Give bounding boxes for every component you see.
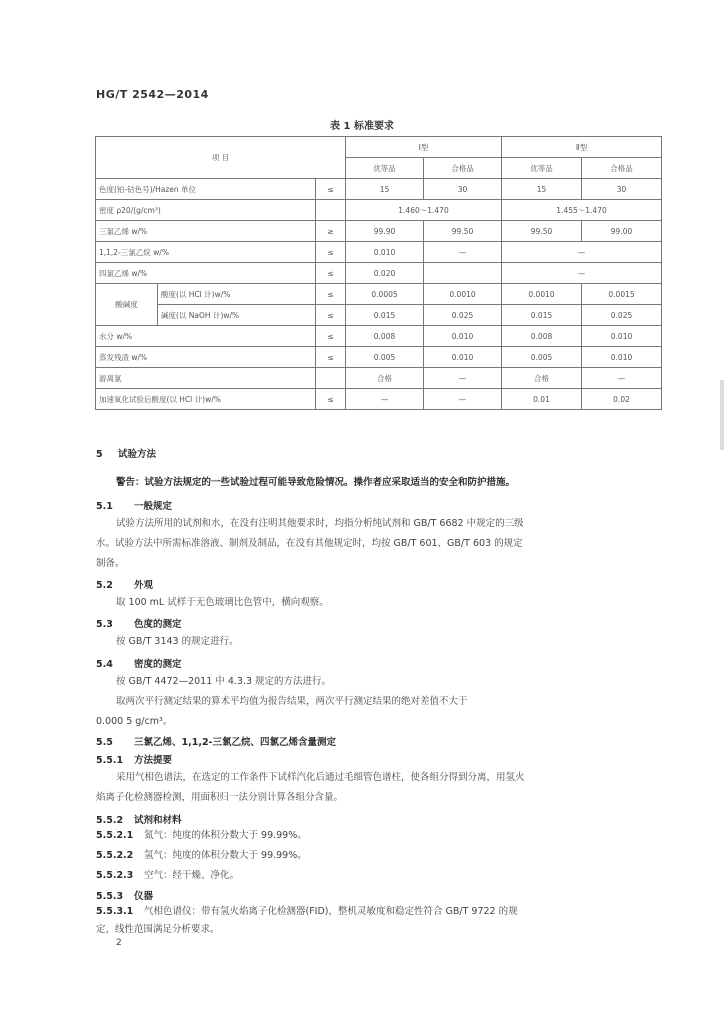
- subsection-title: 外观: [134, 580, 154, 591]
- cell-value: 0.008: [346, 326, 424, 347]
- column-header-type-i: Ⅰ型: [346, 137, 502, 158]
- warning-text: 警告：试验方法规定的一些试验过程可能导致危险情况。操作者应采取适当的安全和防护措施。: [116, 477, 516, 488]
- column-header-premium: 优等品: [346, 158, 424, 179]
- subsection-number: 5.1: [96, 501, 113, 512]
- subsection-heading: [96, 812, 182, 826]
- subsection-number: 5.3: [96, 619, 113, 630]
- row-item: 三氯乙烯 w/%: [96, 221, 316, 242]
- row-symbol: [316, 368, 346, 389]
- row-item: 加速氧化试验后酸度(以 HCl 计)w/%: [96, 389, 316, 410]
- section-number: 5: [96, 449, 103, 460]
- cell-value: 0.0015: [582, 284, 662, 305]
- table-row: [96, 179, 662, 200]
- row-item: 色度(铂-钴色号)/Hazen 单位: [96, 179, 316, 200]
- cell-value: 99.00: [582, 221, 662, 242]
- table-row: [96, 242, 662, 263]
- cell-value-merged: 1.455～1.470: [502, 200, 662, 221]
- cell-value: 0.020: [346, 263, 424, 284]
- cell-value: 0.025: [424, 305, 502, 326]
- row-item: 游离氯: [96, 368, 316, 389]
- column-header-item: 项 目: [96, 137, 346, 179]
- cell-value: 0.010: [424, 347, 502, 368]
- cell-value: 0.015: [502, 305, 582, 326]
- section-title: 试验方法: [118, 449, 157, 460]
- table-caption: 表 1 标准要求: [330, 121, 394, 132]
- standard-code-header: HG/T 2542—2014: [96, 88, 209, 101]
- subsection-heading: [96, 734, 336, 748]
- table-row: [96, 200, 662, 221]
- subsection-number: 5.5: [96, 737, 113, 748]
- cell-value-merged: 1.460～1.470: [346, 200, 502, 221]
- subsection-number: 5.5.3: [96, 891, 124, 902]
- list-item: [96, 826, 307, 846]
- cell-value: 0.0010: [424, 284, 502, 305]
- cell-value: 99.50: [424, 221, 502, 242]
- table-row: [96, 368, 662, 389]
- item-text: 氮气：纯度的体积分数大于 99.99%。: [144, 830, 307, 841]
- table-row: [96, 305, 662, 326]
- row-item: 密度 ρ20/(g/cm³): [96, 200, 316, 221]
- row-symbol: ≤: [316, 347, 346, 368]
- paragraph-line: 按 GB/T 3143 的规定进行。: [116, 636, 239, 647]
- table-row: [96, 221, 662, 242]
- cell-value: 99.50: [502, 221, 582, 242]
- table-header-row: [96, 137, 662, 158]
- row-symbol: ≤: [316, 389, 346, 410]
- row-item: 碱度(以 NaOH 计)w/%: [158, 305, 316, 326]
- table-row: [96, 347, 662, 368]
- cell-value: 30: [582, 179, 662, 200]
- column-header-qualified: 合格品: [424, 158, 502, 179]
- cell-value: 0.025: [582, 305, 662, 326]
- cell-value: 0.010: [424, 326, 502, 347]
- subsection-title: 一般规定: [134, 501, 173, 512]
- cell-value: 0.005: [502, 347, 582, 368]
- paragraph-line: 制备。: [96, 558, 125, 569]
- row-group-label: 酸碱度: [96, 284, 158, 326]
- cell-value: 0.02: [582, 389, 662, 410]
- item-number: 5.5.2.1: [96, 830, 134, 841]
- subsection-heading: [96, 577, 153, 591]
- page-number: 2: [116, 938, 122, 948]
- paragraph-line: 采用气相色谱法，在选定的工作条件下试样汽化后通过毛细管色谱柱，使各组分得到分离，用氢火: [116, 772, 525, 783]
- subsection-heading: [96, 656, 182, 670]
- row-symbol: ≤: [316, 263, 346, 284]
- cell-value: [424, 263, 502, 284]
- list-item: [96, 902, 518, 922]
- subsection-number: 5.5.1: [96, 755, 124, 766]
- scan-edge-mark: [720, 380, 724, 450]
- row-symbol: ≤: [316, 242, 346, 263]
- paragraph-line: 0.000 5 g/cm³。: [96, 716, 173, 727]
- cell-value: 0.010: [346, 242, 424, 263]
- row-item: 四氯乙烯 w/%: [96, 263, 316, 284]
- cell-value: —: [346, 389, 424, 410]
- cell-value: 0.0005: [346, 284, 424, 305]
- subsection-title: 试剂和材料: [134, 815, 182, 826]
- column-header-qualified: 合格品: [582, 158, 662, 179]
- cell-value: 15: [502, 179, 582, 200]
- table-row: [96, 263, 662, 284]
- subsection-heading: [96, 888, 153, 902]
- cell-value: 0.010: [582, 347, 662, 368]
- cell-value: —: [582, 368, 662, 389]
- subsection-title: 仪器: [134, 891, 154, 902]
- row-symbol: ≤: [316, 326, 346, 347]
- subsection-heading: [96, 498, 172, 512]
- paragraph-line: 取 100 mL 试样于无色玻璃比色管中，横向观察。: [116, 597, 329, 608]
- cell-value: —: [424, 368, 502, 389]
- item-number: 5.5.2.3: [96, 870, 134, 881]
- subsection-title: 色度的测定: [134, 619, 182, 630]
- row-item: 蒸发残渣 w/%: [96, 347, 316, 368]
- column-header-type-ii: Ⅱ型: [502, 137, 662, 158]
- cell-value: 0.005: [346, 347, 424, 368]
- row-symbol: ≤: [316, 305, 346, 326]
- cell-value: —: [424, 242, 502, 263]
- subsection-title: 密度的测定: [134, 659, 182, 670]
- cell-value: 0.01: [502, 389, 582, 410]
- cell-value: 30: [424, 179, 502, 200]
- row-item: 1,1,2-三氯乙烷 w/%: [96, 242, 316, 263]
- table-row: [96, 389, 662, 410]
- cell-value: —: [424, 389, 502, 410]
- subsection-title: 三氯乙烯、1,1,2-三氯乙烷、四氯乙烯含量测定: [134, 737, 336, 748]
- item-text: 氢气：纯度的体积分数大于 99.99%。: [144, 850, 307, 861]
- cell-value: —: [502, 242, 662, 263]
- list-item: [96, 846, 307, 866]
- paragraph-line: 水。试验方法中所需标准溶液、制剂及制品，在没有其他规定时，均按 GB/T 601、GB/T 603 的规定: [96, 538, 523, 549]
- cell-value: 合格: [346, 368, 424, 389]
- cell-value: 0.015: [346, 305, 424, 326]
- section-heading: [96, 446, 156, 460]
- list-item: [96, 866, 239, 886]
- table-row: [96, 326, 662, 347]
- subsection-heading: [96, 752, 172, 766]
- table-row: [96, 284, 662, 305]
- paragraph-line: 取两次平行测定结果的算术平均值为报告结果，两次平行测定结果的绝对差值不大于: [116, 696, 468, 707]
- item-text: 空气：经干燥、净化。: [144, 870, 240, 881]
- paragraph-line: 按 GB/T 4472—2011 中 4.3.3 规定的方法进行。: [116, 676, 332, 687]
- paragraph-line: 焰离子化检测器检测，用面积归一法分别计算各组分含量。: [96, 792, 344, 803]
- paragraph-line: 定，线性范围满足分析要求。: [96, 924, 220, 935]
- subsection-heading: [96, 616, 182, 630]
- cell-value: 99.90: [346, 221, 424, 242]
- cell-value: 合格: [502, 368, 582, 389]
- cell-value: 15: [346, 179, 424, 200]
- row-symbol: ≥: [316, 221, 346, 242]
- item-number: 5.5.2.2: [96, 850, 134, 861]
- cell-value: —: [502, 263, 662, 284]
- row-symbol: ≤: [316, 284, 346, 305]
- row-symbol: [316, 200, 346, 221]
- subsection-number: 5.5.2: [96, 815, 124, 826]
- row-symbol: ≤: [316, 179, 346, 200]
- row-item: 酸度(以 HCl 计)w/%: [158, 284, 316, 305]
- item-text: 气相色谱仪：带有氢火焰离子化检测器(FID)，整机灵敏度和稳定性符合 GB/T 9722 的规: [144, 906, 518, 917]
- row-item: 水分 w/%: [96, 326, 316, 347]
- subsection-number: 5.2: [96, 580, 113, 591]
- subsection-number: 5.4: [96, 659, 113, 670]
- cell-value: 0.0010: [502, 284, 582, 305]
- requirements-table: [95, 136, 662, 410]
- column-header-premium: 优等品: [502, 158, 582, 179]
- paragraph-line: 试验方法所用的试剂和水，在没有注明其他要求时，均指分析纯试剂和 GB/T 6682 中规定的三级: [116, 518, 524, 529]
- cell-value: 0.008: [502, 326, 582, 347]
- subsection-title: 方法提要: [134, 755, 173, 766]
- cell-value: 0.010: [582, 326, 662, 347]
- item-number: 5.5.3.1: [96, 906, 134, 917]
